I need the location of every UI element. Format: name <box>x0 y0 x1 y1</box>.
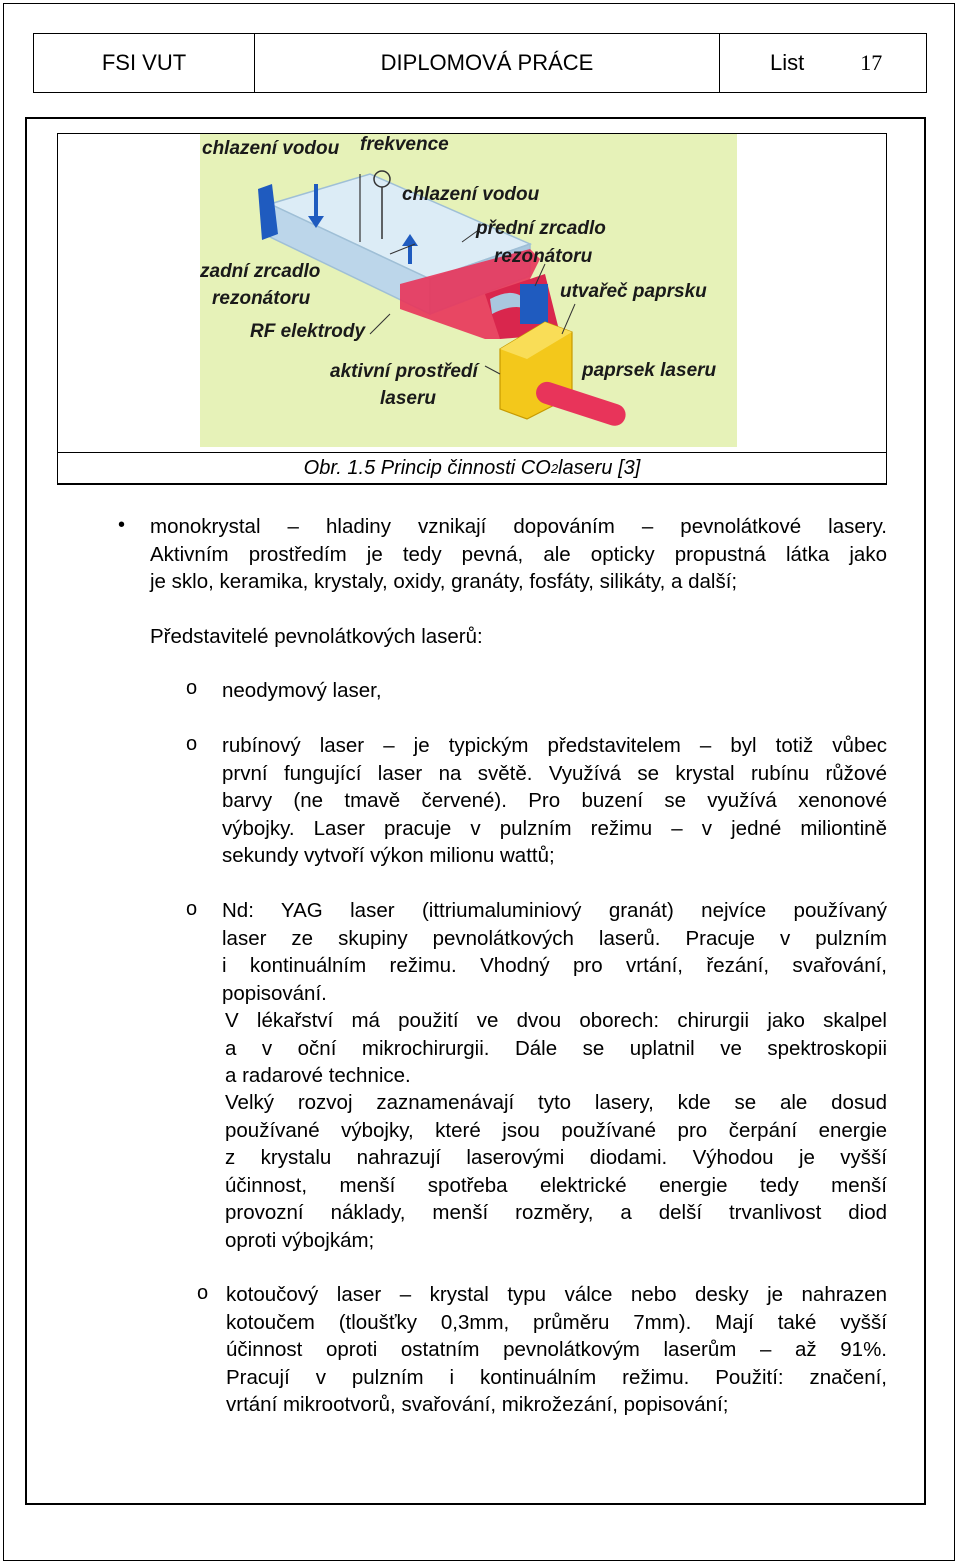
text-line: laser ze skupiny pevnolátkových laserů. Pracuje v pulzním <box>222 926 887 950</box>
text-line: a v oční mikrochirurgii. Dále se uplatnil ve spektroskopii <box>225 1036 887 1060</box>
label-front-mirror-2: rezonátoru <box>494 246 593 267</box>
text-line: Pracují v pulzním i kontinuálním režimu. Použití: značení, <box>226 1365 887 1389</box>
header-page-number: 17 <box>860 50 883 75</box>
text-line: a radarové technice. <box>225 1064 411 1087</box>
text-line: vrtání mikrootvorů, svařování, mikrožezání, popisování; <box>226 1393 729 1416</box>
text-line: účinnost, menší spotřeba elektrické energie tedy menší <box>225 1173 887 1197</box>
text-line: kotoučem (tloušťky 0,3mm, průměru 7mm). Mají také vyšší <box>226 1310 887 1334</box>
label-rf-electrodes: RF elektrody <box>250 321 366 342</box>
text-line: používané výbojky, které jsou používané pro čerpání energie <box>225 1118 887 1142</box>
label-back-mirror-1: zadní zrcadlo <box>200 261 321 282</box>
text-line: účinnost oproti ostatním pevnolátkovým laserům – až 91%. <box>226 1338 887 1361</box>
text-line: sekundy vytvoří výkon milionu wattů; <box>222 844 555 867</box>
page-header <box>33 33 927 93</box>
label-frequency: frekvence <box>360 134 449 155</box>
ndyag-medicine-paragraph <box>225 1007 887 1090</box>
sub-bullet: o <box>197 1282 209 1304</box>
item-ruby-laser <box>222 732 887 870</box>
text-line: monokrystal – hladiny vznikají dopováním – pevnolátkové lasery. <box>150 515 887 538</box>
label-beam-shaper: utvařeč paprsku <box>560 281 707 302</box>
header-page <box>720 34 926 92</box>
text-line: Velký rozvoj zaznamenávají tyto lasery, kde se ale dosud <box>225 1091 887 1114</box>
figure-caption-main: Obr. 1.5 Princip činnosti CO <box>303 457 551 479</box>
ndyag-diodes-paragraph <box>225 1089 887 1254</box>
figure-caption-sub: 2 <box>550 461 559 476</box>
sub-bullet: o <box>186 677 198 699</box>
text-line: Nd: YAG laser (ittriumaluminiový granát) nejvíce používaný <box>222 899 887 922</box>
label-active-medium-2: laseru <box>380 388 436 409</box>
text-line: Aktivním prostředím je tedy pevná, ale opticky propustná látka jako <box>150 542 887 566</box>
sub-bullet: o <box>186 733 198 755</box>
sub-bullet: o <box>186 898 198 920</box>
text-line: první fungující laser na světě. Využívá se krystal rubínu růžové <box>222 761 887 785</box>
text-line: kotoučový laser – krystal typu válce nebo desky je nahrazen <box>226 1283 887 1306</box>
front-mirror <box>520 284 548 324</box>
text-line: výbojky. Laser pracuje v pulzním režimu – v jedné miliontině <box>222 816 887 840</box>
item-disk-laser <box>226 1281 887 1419</box>
item-ndyag-laser <box>222 897 887 1007</box>
text-line: rubínový laser – je typickým představitelem – byl totiž vůbec <box>222 734 887 757</box>
co2-laser-diagram <box>200 134 737 447</box>
text-line: barvy (ne tmavě červené). Pro buzení se využívá xenonové <box>222 789 887 812</box>
figure-caption <box>57 452 887 485</box>
bullet-dot: • <box>118 514 126 536</box>
text-line: oproti výbojkám; <box>225 1228 375 1252</box>
text-line: provozní náklady, menší rozměry, a delší trvanlivost diod <box>225 1201 887 1224</box>
representatives-heading: Představitelé pevnolátkových laserů: <box>150 625 483 648</box>
paragraph-monokrystal <box>150 513 887 596</box>
text-line: i kontinuálním režimu. Vhodný pro vrtání, řezání, svařování, <box>222 954 887 977</box>
label-active-medium-1: aktivní prostředí <box>330 361 478 382</box>
text-line: je sklo, keramika, krystaly, oxidy, granáty, fosfáty, silikáty, a další; <box>150 570 738 593</box>
header-title: DIPLOMOVÁ PRÁCE <box>255 34 720 92</box>
label-front-mirror-1: přední zrcadlo <box>476 218 606 239</box>
text-line: popisování. <box>222 981 327 1005</box>
label-cooling-1: chlazení vodou <box>202 138 340 159</box>
label-cooling-2: chlazení vodou <box>402 184 540 205</box>
figure-caption-tail: laseru [3] <box>558 457 641 479</box>
text-line: V lékařství má použití ve dvou oborech: chirurgii jako skalpel <box>225 1009 887 1032</box>
header-list-label: List <box>770 50 805 75</box>
text-line: z krystalu nahrazují laserovými diodami. Výhodou je vyšší <box>225 1146 887 1169</box>
label-laser-beam: paprsek laseru <box>582 360 717 381</box>
header-institution: FSI VUT <box>34 34 255 92</box>
item-neodymium-laser: neodymový laser, <box>222 679 382 702</box>
label-back-mirror-2: rezonátoru <box>212 288 311 309</box>
